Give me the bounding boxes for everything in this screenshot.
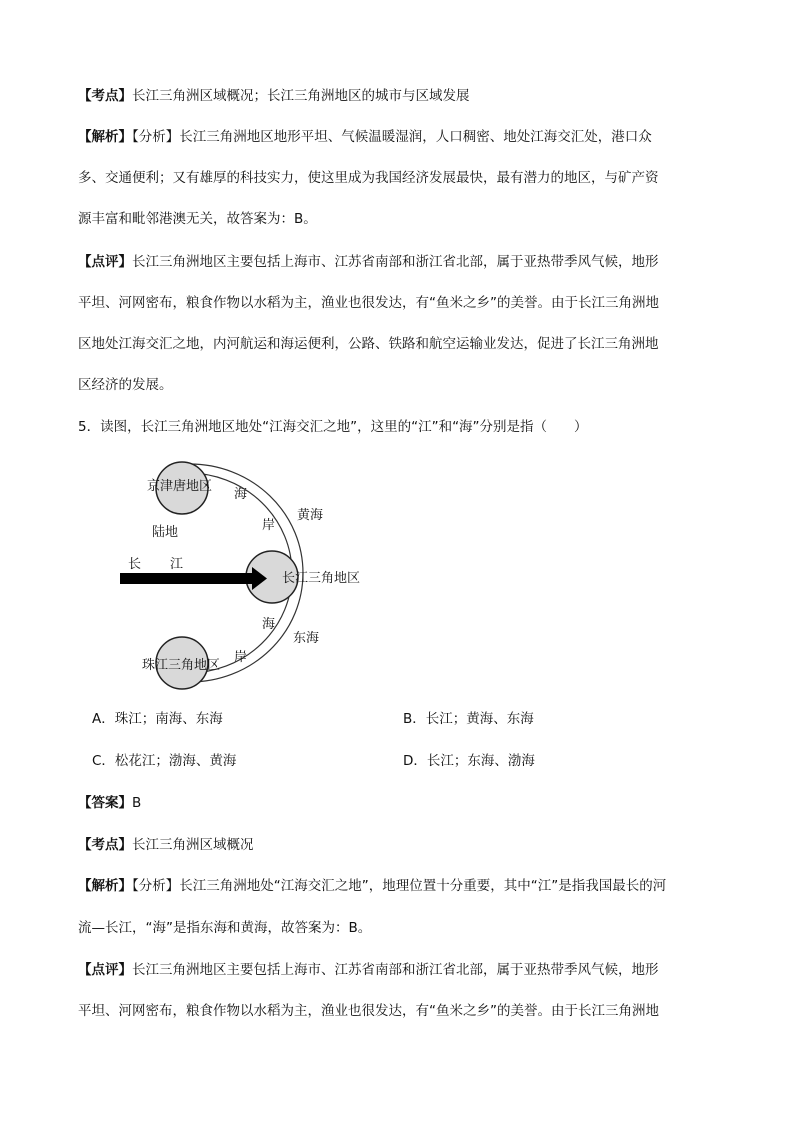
label-jingjintang: 京津唐地区 (147, 479, 213, 494)
answer-tag: 【答案】 (78, 795, 132, 811)
dianping-tag-2: 【点评】 (78, 962, 132, 978)
kaodian-tag: 【考点】 (78, 88, 132, 104)
question-stem: 5．读图，长江三角洲地区地处“江海交汇之地”，这里的“江”和“海”分别是指（ ） (78, 419, 588, 435)
dianping-line-3: 区地处江海交汇之地，内河航运和海运便利，公路、铁路和航空运输业发达，促进了长江三角洲地 (78, 336, 659, 352)
kaodian-line-2 (78, 835, 254, 855)
dianping-line-4: 区经济的发展。 (78, 377, 173, 393)
dianping2-line-2: 平坦、河网密布，粮食作物以水稻为主，渔业也很发达，有“鱼米之乡”的美誉。由于长江三角洲地 (78, 1003, 659, 1019)
dianping-text: 长江三角洲地区主要包括上海市、江苏省南部和浙江省北部，属于亚热带季风气候，地形 (132, 254, 659, 270)
label-huanghai: 黄海 (297, 508, 324, 523)
label-donghai: 东海 (293, 631, 320, 646)
jiexi-tag-2: 【解析】 (78, 878, 132, 894)
jiexi-line-3: 源丰富和毗邻港澳无关，故答案为：B。 (78, 211, 317, 227)
jiexi-line-1 (78, 127, 652, 147)
yangtze-delta-diagram (112, 456, 382, 696)
jiexi-line-2: 多、交通便利；又有雄厚的科技实力，使这里成为我国经济发展最快，最有潜力的地区，与矿产资 (78, 170, 659, 186)
dianping2-line-1 (78, 960, 659, 980)
jiexi2-line-1 (78, 876, 666, 896)
label-haian-an-top: 岸 (262, 518, 276, 533)
option-c[interactable]: C．松花江；渤海、黄海 (92, 753, 237, 769)
dianping-line-2: 平坦、河网密布，粮食作物以水稻为主，渔业也很发达，有“鱼米之乡”的美誉。由于长江三角洲地 (78, 295, 659, 311)
option-b[interactable]: B．长江；黄海、东海 (403, 711, 534, 727)
label-haian-hai-top: 海 (234, 487, 248, 502)
option-a[interactable]: A．珠江；南海、东海 (92, 711, 223, 727)
label-haian-hai-bottom: 海 (262, 617, 276, 632)
answer-line (78, 793, 141, 813)
label-luodi: 陆地 (152, 525, 179, 540)
kaodian-text: 长江三角洲区域概况；长江三角洲地区的城市与区域发展 (132, 88, 470, 104)
option-d[interactable]: D．长江；东海、渤海 (403, 753, 535, 769)
label-changjiang-region: 长江三角地区 (282, 571, 361, 586)
kaodian-text-2: 长江三角洲区域概况 (132, 837, 254, 853)
kaodian-tag-2: 【考点】 (78, 837, 132, 853)
answer-text: B (132, 795, 142, 811)
label-chang: 长 (128, 557, 142, 572)
yangtze-arrow-shaft (120, 573, 256, 584)
dianping-tag: 【点评】 (78, 254, 132, 270)
label-jiang: 江 (170, 557, 184, 572)
dianping-text-2: 长江三角洲地区主要包括上海市、江苏省南部和浙江省北部，属于亚热带季风气候，地形 (132, 962, 659, 978)
jiexi-text: 【分析】长江三角洲地区地形平坦、气候温暖湿润，人口稠密、地处江海交汇处，港口众 (132, 129, 652, 145)
label-haian-an-bottom: 岸 (234, 650, 248, 665)
kaodian-line-1 (78, 86, 470, 106)
jiexi-tag: 【解析】 (78, 129, 132, 145)
label-zhujiang: 珠江三角地区 (142, 658, 221, 673)
dianping-line-1 (78, 252, 659, 272)
jiexi-text-2: 【分析】长江三角洲地处“江海交汇之地”，地理位置十分重要，其中“江”是指我国最长的河 (132, 878, 667, 894)
jiexi2-line-2: 流—长江，“海”是指东海和黄海，故答案为：B。 (78, 920, 372, 936)
